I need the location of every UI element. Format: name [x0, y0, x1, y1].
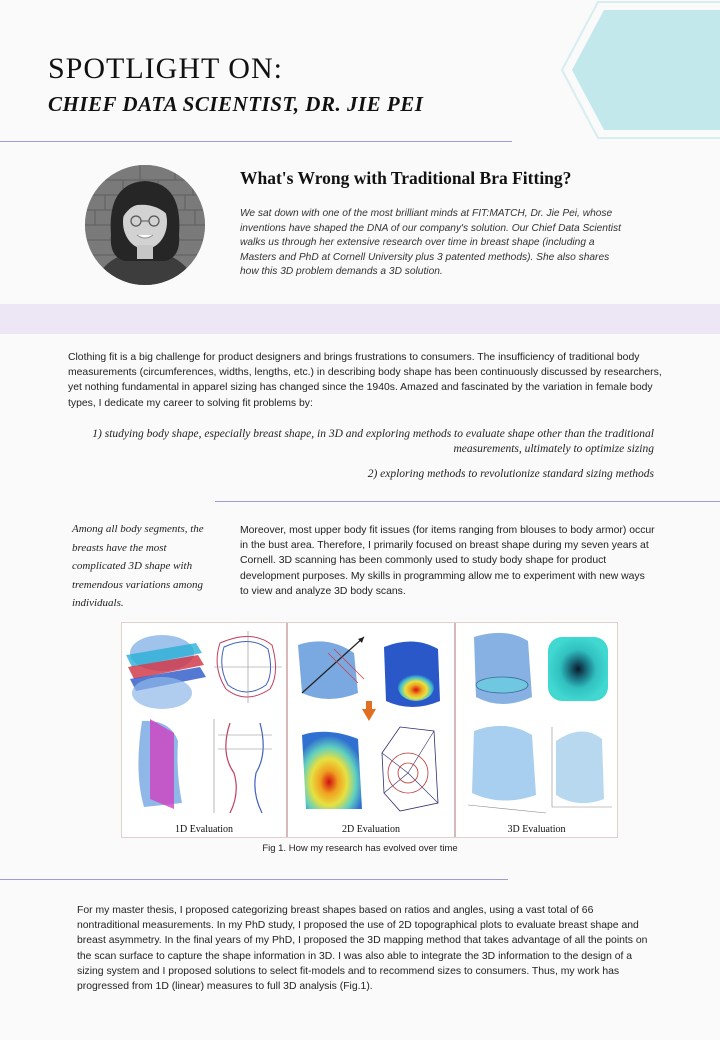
- figure-label-2d: 2D Evaluation: [341, 824, 401, 835]
- body-paragraph-2: Moreover, most upper body fit issues (for items ranging from blouses to body armor) occur in the bust area. Therefore, I primarily focused on breast shape during my seven years at Cornell. 3D scanning has been commonly used to study body shape for product development purposes. My skills in programming allow me to experiment with new ways to view and analyze 3D body scans.: [240, 525, 655, 597]
- figure-caption: Fig 1. How my research has evolved over time: [262, 843, 458, 854]
- intro-heading: What's Wrong with Traditional Bra Fitting?: [240, 168, 572, 188]
- figure-panel-3d: [456, 623, 617, 837]
- section-divider: [215, 501, 720, 502]
- research-figure: [121, 622, 618, 838]
- figure-label-1d: 1D Evaluation: [174, 824, 234, 835]
- figure-panel-2d: [288, 623, 456, 837]
- body-paragraph-3: For my master thesis, I proposed categorizing breast shapes based on ratios and angles, using a vast total of 66 nontraditional measurements. In my PhD study, I proposed the use of 2D topographical plots to evaluate breast shape and breast asymmetry. In the final years of my PhD, I proposed the 3D mapping method that takes advantage of all the points on the scan surface to capture the shape information in 3D. I was also able to integrate the 3D information to the design of a sizing system and I proposed solutions to select fit-models and to recommend sizes to consumers. Thus, my work has progressed from 1D (linear) measures to full 3D analysis (Fig.1).: [77, 905, 648, 993]
- decorative-hexagon: [560, 0, 720, 140]
- lavender-band: [0, 304, 720, 334]
- figure-label-3d: 3D Evaluation: [507, 824, 566, 835]
- header-divider: [0, 141, 512, 142]
- bottom-divider: [0, 879, 508, 880]
- portrait-photo: [85, 165, 205, 285]
- intro-text: We sat down with one of the most brilliant minds at FIT:MATCH, Dr. Jie Pei, whose inventions have shaped the DNA of our company's solution. Our Chief Data Scientist walks us through her extensive research over time in breast shape (including a Masters and PhD at Cornell University plus 3 patented methods). She also shares how this 3D problem demands a 3D solution.: [240, 208, 621, 278]
- body-paragraph-1: Clothing fit is a big challenge for product designers and brings frustrations to consumers. The insufficiency of traditional body measurements (circumferences, widths, lengths, etc.) in describing body shape has been continuously discussed by researchers, yet nothing fundamental in apparel sizing has changed since the 1940s. Amazed and fascinated by the variation in female body types, I dedicate my career to solving fit problems by:: [68, 352, 662, 409]
- page-title: SPOTLIGHT ON:: [48, 52, 283, 85]
- research-point-1: 1) studying body shape, especially breast shape, in 3D and exploring methods to evaluate shape other than the traditional measurements, ultimately to optimize sizing: [92, 428, 654, 455]
- pull-quote: Among all body segments, the breasts have the most complicated 3D shape with tremendous variations among individuals.: [72, 523, 204, 609]
- research-point-2: 2) exploring methods to revolutionize standard sizing methods: [367, 468, 654, 480]
- page-subtitle: CHIEF DATA SCIENTIST, DR. JIE PEI: [48, 92, 424, 116]
- figure-panel-1d: [122, 623, 288, 837]
